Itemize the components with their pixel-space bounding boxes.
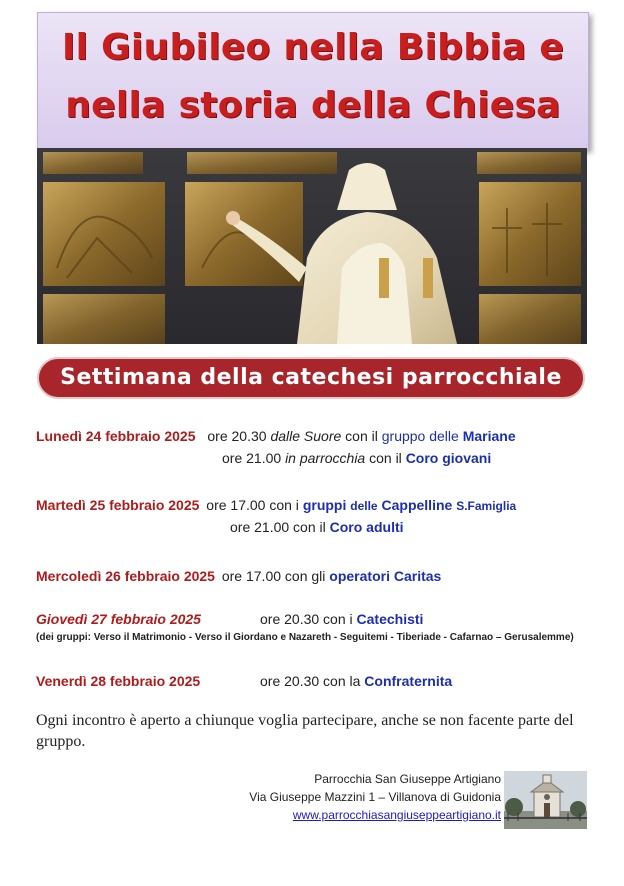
time-text: ore 20.30 [207, 428, 267, 444]
schedule-row-friday [36, 673, 200, 689]
title-line-1: Il Giubileo nella Bibbia e [61, 27, 565, 68]
connector-text: con il [345, 428, 378, 444]
schedule-row-thursday-time [260, 611, 423, 627]
group-name: Cappelline [381, 497, 453, 513]
schedule-row-tuesday [36, 497, 516, 513]
group-name: operatori Caritas [329, 568, 442, 584]
group-name: gruppi [302, 497, 347, 513]
groups-note: (dei gruppi: Verso il Matrimonio - Verso il Giordano e Nazareth - Seguitemi - Tiberiade - Cafarnao – Gerusalemme) [36, 632, 574, 643]
banner-title: Settimana della catechesi parrocchiale [60, 365, 562, 390]
time-text: ore 17.00 con i [206, 497, 299, 513]
schedule-row-friday-time [260, 673, 452, 689]
day-label: Martedì 25 febbraio 2025 [36, 497, 200, 513]
time-text: ore 21.00 con il [230, 519, 326, 535]
title-box [37, 12, 589, 150]
group-text: gruppo delle [381, 428, 459, 444]
connector-text: con il [369, 450, 402, 466]
time-text: ore 20.30 con i [260, 611, 353, 627]
holy-door-photo [37, 148, 587, 344]
day-label: Giovedì 27 febbraio 2025 [36, 611, 201, 627]
group-text: delle [350, 499, 378, 513]
website-link[interactable]: www.parrocchiasangiuseppeartigiano.it [292, 808, 501, 822]
footer-org: Parrocchia San Giuseppe Artigiano [314, 772, 501, 786]
title-line-2: nella storia della Chiesa [65, 85, 561, 126]
place-text: dalle Suore [270, 428, 342, 444]
group-text: S.Famiglia [456, 499, 517, 513]
schedule-row-monday [36, 428, 516, 444]
schedule-row-monday-2 [222, 450, 491, 466]
footer-website[interactable] [293, 808, 501, 822]
church-photo [504, 771, 587, 829]
group-name: Coro giovani [405, 450, 492, 466]
closing-paragraph: Ogni incontro è aperto a chiunque voglia partecipare, anche se non facente parte del gruppo. [36, 712, 574, 750]
schedule-row-thursday [36, 611, 201, 627]
group-name: Catechisti [356, 611, 424, 627]
group-name: Coro adulti [329, 519, 404, 535]
group-name: Mariane [462, 428, 516, 444]
place-text: in parrocchia [285, 450, 366, 466]
schedule-row-wednesday [36, 568, 441, 584]
day-label: Venerdì 28 febbraio 2025 [36, 673, 201, 689]
group-name: Confraternita [364, 673, 453, 689]
time-text: ore 17.00 con gli [221, 568, 326, 584]
time-text: ore 21.00 [222, 450, 282, 466]
footer-address: Via Giuseppe Mazzini 1 – Villanova di Guidonia [249, 790, 501, 804]
day-label: Mercoledì 26 febbraio 2025 [36, 568, 215, 584]
schedule-row-tuesday-2 [230, 519, 404, 535]
day-label: Lunedì 24 febbraio 2025 [36, 428, 196, 444]
time-text: ore 20.30 con la [260, 673, 361, 689]
